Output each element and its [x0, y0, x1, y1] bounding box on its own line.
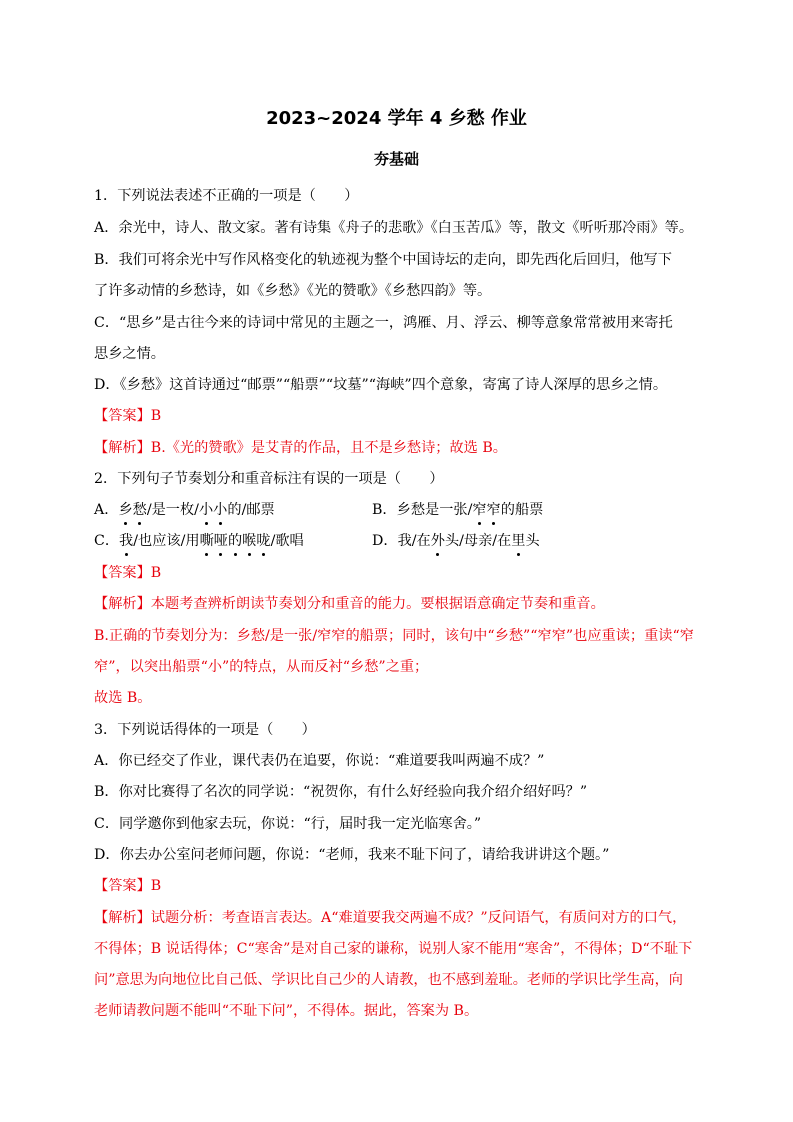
- q2-option-c: [94, 531, 304, 551]
- stressed-char: 喉: [242, 533, 257, 549]
- q3-analysis-line3: 问”意思为向地位比自己低、学识比自己少的人请教，也不感到羞耻。老师的学识比学生高，向: [94, 972, 683, 988]
- q3-analysis-line4: 老师请教问题不能叫“不耻下问”，不得体。据此，答案为 B。: [94, 1003, 479, 1019]
- q2-option-a: [94, 500, 275, 520]
- q2-option-c-prefix: C．: [94, 533, 120, 549]
- q3-answer: [94, 876, 161, 896]
- q2-option-d-text: 头: [525, 533, 540, 549]
- q2-analysis-line4: 故选 B。: [94, 690, 152, 706]
- q3-analysis-line1: [94, 908, 686, 928]
- q3-stem: 3．下列说话得体的一项是（ ）: [94, 722, 316, 738]
- stressed-char: 窄: [472, 502, 487, 518]
- stressed-char: 外: [430, 533, 445, 549]
- stressed-char: 我: [119, 533, 134, 549]
- q3-option-c: C．同学邀你到他家去玩，你说：“行，届时我一定光临寒舍。”: [94, 816, 482, 832]
- q3-option-b: B．你对比赛得了名次的同学说：“祝贺你，有什么好经验向我介绍介绍好吗？”: [94, 784, 588, 800]
- q1-answer-value: B: [150, 408, 162, 424]
- q1-option-b-line2: 了许多动情的乡愁诗，如《乡愁》《光的赞歌》《乡愁四韵》等。: [94, 283, 492, 299]
- q2-option-a-prefix: A．: [94, 502, 119, 518]
- stressed-char: 哑: [213, 533, 228, 549]
- q1-analysis-text: B.《光的赞歌》是艾青的作品，且不是乡愁诗；故选 B。: [150, 440, 507, 456]
- q2-analysis-line1: [94, 594, 605, 614]
- q2-option-d-prefix: D．: [372, 533, 398, 549]
- stressed-char: 乡: [118, 502, 133, 518]
- q2-option-d-text: 头/母亲/在: [444, 533, 512, 549]
- q1-stem: 1．下列说法表述不正确的一项是（ ）: [94, 188, 359, 204]
- stressed-char: 嘶: [199, 533, 214, 549]
- q2-analysis-line2: B.正确的节奏划分为：乡愁/是一张/窄窄的船票；同时，该句中“乡愁”“窄窄”也应重读；重读“窄: [94, 628, 694, 644]
- stressed-char: 愁: [132, 502, 147, 518]
- q2-analysis-text: 本题考查辨析朗读节奏划分和重音的能力。要根据语意确定节奏和重音。: [150, 596, 605, 612]
- answer-tag: 【答案】: [94, 565, 151, 581]
- stressed-char: 咙: [256, 533, 271, 549]
- stressed-char: 窄: [486, 502, 501, 518]
- page-title: 2023~2024 学年 4 乡愁 作业: [266, 108, 527, 129]
- analysis-tag: 【解析】: [94, 440, 151, 456]
- analysis-tag: 【解析】: [94, 910, 151, 926]
- q2-answer: [94, 563, 161, 583]
- q2-option-a-text: /是一枚/: [146, 502, 199, 518]
- q2-option-c-text: /也应该/用: [133, 533, 200, 549]
- q1-option-c-line2: 思乡之情。: [94, 346, 165, 362]
- q2-option-d-text: 我/在: [397, 533, 431, 549]
- q2-stem: 2．下列句子节奏划分和重音标注有误的一项是（ ）: [94, 471, 444, 487]
- q2-option-b-text: 的船票: [500, 502, 544, 518]
- analysis-tag: 【解析】: [94, 596, 151, 612]
- q1-option-b-line1: B．我们可将余光中写作风格变化的轨迹视为整个中国诗坛的走向，即先西化后回归，他写下: [94, 252, 672, 268]
- q3-option-a: A．你已经交了作业，课代表仍在追要，你说：“难道要我叫两遍不成？”: [94, 753, 545, 769]
- q1-option-c-line1: C．“思乡”是古往今来的诗词中常见的主题之一，鸿雁、月、浮云、柳等意象常常被用来寄托: [94, 315, 673, 331]
- answer-tag: 【答案】: [94, 408, 151, 424]
- q1-analysis: [94, 438, 507, 458]
- q2-answer-value: B: [150, 565, 162, 581]
- q2-option-b: [372, 500, 543, 520]
- stressed-char: 小: [213, 502, 228, 518]
- q1-answer: [94, 406, 161, 426]
- q2-option-d: [372, 531, 540, 551]
- q1-option-d: D．《乡愁》这首诗通过“邮票”“船票”“坟墓”“海峡”四个意象，寄寓了诗人深厚的思乡之情。: [94, 377, 668, 393]
- stressed-char: 的: [227, 533, 243, 549]
- q2-option-b-prefix: B．: [372, 502, 397, 518]
- q2-option-c-text: /歌唱: [270, 533, 304, 549]
- section-heading: 夯基础: [373, 150, 419, 168]
- q3-analysis-line2: 不得体；B 说话得体；C“寒舍”是对自己家的谦称，说别人家不能用“寒舍”，不得体；D“不耻下: [94, 941, 693, 957]
- q2-option-b-text: 乡愁是一张/: [396, 502, 473, 518]
- answer-tag: 【答案】: [94, 878, 151, 894]
- q2-analysis-line3: 窄”，以突出船票“小”的特点，从而反衬“乡愁”之重；: [94, 659, 429, 675]
- q3-answer-value: B: [150, 878, 162, 894]
- q3-analysis-text: 试题分析：考查语言表达。A“难道要我交两遍不成？”反问语气，有质问对方的口气，: [150, 910, 687, 926]
- q2-option-a-text: 的/邮票: [227, 502, 275, 518]
- stressed-char: 小: [198, 502, 214, 518]
- stressed-char: 里: [511, 533, 526, 549]
- q1-option-a: A．余光中，诗人、散文家。著有诗集《舟子的悲歌》《白玉苦瓜》等，散文《听听那冷雨》等。: [94, 220, 694, 236]
- q3-option-d: D．你去办公室问老师问题，你说：“老师，我来不耻下问了，请给我讲讲这个题。”: [94, 847, 610, 863]
